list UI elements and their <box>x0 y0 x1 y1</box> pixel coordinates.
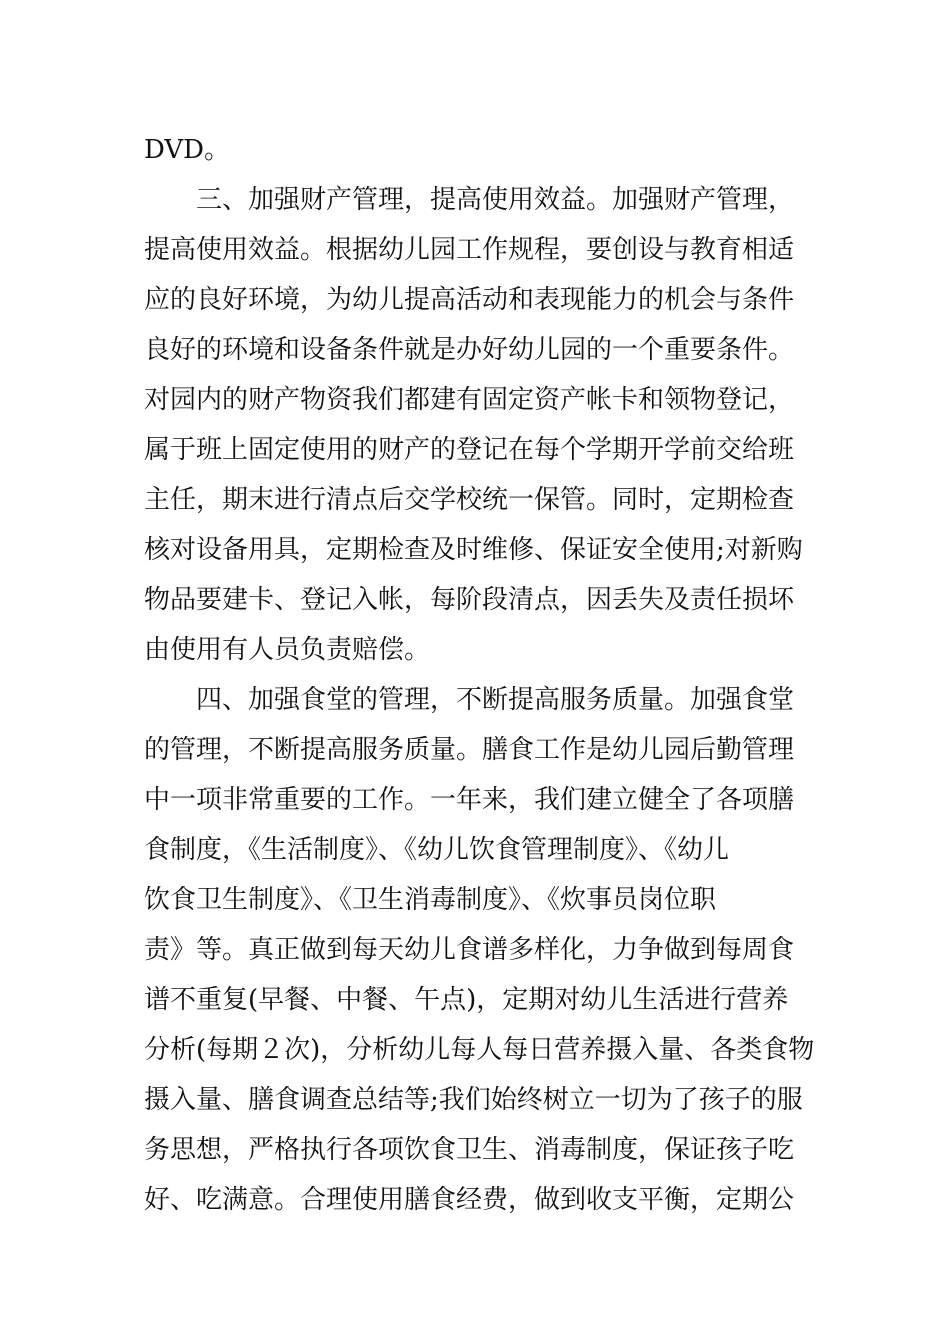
text-line: 务思想，严格执行各项饮食卫生、消毒制度，保证孩子吃 <box>144 1135 795 1165</box>
text-line: 责》等。真正做到每天幼儿食谱多样化，力争做到每周食 <box>144 935 795 965</box>
text-line: 中一项非常重要的工作。一年来，我们建立健全了各项膳 <box>144 785 795 815</box>
text-line: 由使用有人员负责赔偿。 <box>144 635 431 665</box>
paragraph-heading-line: 三、加强财产管理，提高使用效益。加强财产管理， <box>196 185 795 215</box>
text-line: 属于班上固定使用的财产的登记在每个学期开学前交给班 <box>144 435 795 465</box>
paragraph-heading-line: 四、加强食堂的管理，不断提高服务质量。加强食堂 <box>196 685 795 715</box>
text-line: 核对设备用具，定期检查及时维修、保证安全使用;对新购 <box>144 535 803 565</box>
text-line: 的管理，不断提高服务质量。膳食工作是幼儿园后勤管理 <box>144 735 795 765</box>
text-line: 良好的环境和设备条件就是办好幼儿园的一个重要条件。 <box>144 335 795 365</box>
text-line: 好、吃满意。合理使用膳食经费，做到收支平衡，定期公 <box>144 1185 795 1215</box>
text-line: DVD。 <box>144 135 231 165</box>
text-line: 物品要建卡、登记入帐，每阶段清点，因丢失及责任损坏 <box>144 585 795 615</box>
text-line: 谱不重复(早餐、中餐、午点)，定期对幼儿生活进行营养 <box>144 985 789 1015</box>
text-line: 提高使用效益。根据幼儿园工作规程，要创设与教育相适 <box>144 235 795 265</box>
text-line: 摄入量、膳食调查总结等;我们始终树立一切为了孩子的服 <box>144 1085 803 1115</box>
text-line: 饮食卫生制度》、《卫生消毒制度》、《炊事员岗位职 <box>144 885 717 915</box>
text-line: 对园内的财产物资我们都建有固定资产帐卡和领物登记， <box>144 385 795 415</box>
text-line: 分析(每期２次)，分析幼儿每人每日营养摄入量、各类食物 <box>144 1035 815 1065</box>
text-line: 主任，期末进行清点后交学校统一保管。同时，定期检查 <box>144 485 795 515</box>
text-line: 应的良好环境，为幼儿提高活动和表现能力的机会与条件 <box>144 285 795 315</box>
text-line: 食制度，《生活制度》、《幼儿饮食管理制度》、《幼儿 <box>144 835 730 865</box>
